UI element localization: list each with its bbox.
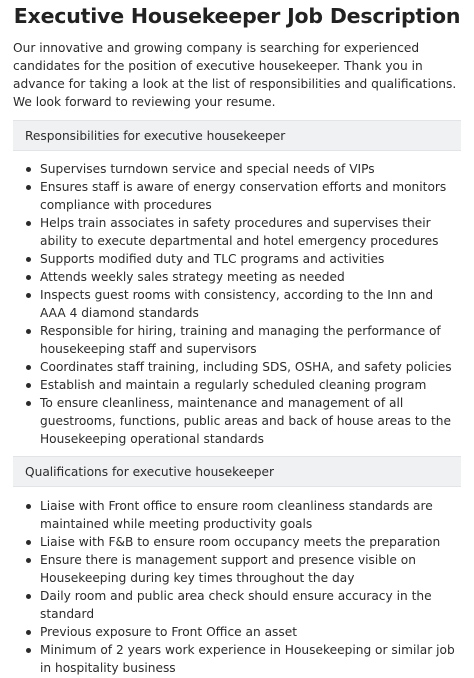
bullet-icon <box>26 594 31 599</box>
list-item <box>13 286 461 322</box>
list-item <box>13 587 461 623</box>
list-item <box>13 214 461 250</box>
list-item <box>13 322 461 358</box>
bullet-icon <box>26 329 31 334</box>
list-item-text: Liaise with Front office to ensure room cleanliness standards are maintained while meeting productivity goals <box>40 499 433 531</box>
list-item-text: Establish and maintain a regularly scheduled cleaning program <box>40 378 427 392</box>
list-item-text: Ensure there is management support and presence visible on Housekeeping during key times throughout the day <box>40 553 416 585</box>
bullet-icon <box>26 167 31 172</box>
bullet-icon <box>26 383 31 388</box>
responsibilities-list <box>13 160 461 448</box>
list-item <box>13 160 461 178</box>
list-item-text: Liaise with F&B to ensure room occupancy meets the preparation <box>40 535 441 549</box>
bullet-icon <box>26 185 31 190</box>
list-item <box>13 376 461 394</box>
list-item <box>13 641 461 677</box>
page-title: Executive Housekeeper Job Description <box>13 4 461 28</box>
list-item <box>13 250 461 268</box>
list-item <box>13 497 461 533</box>
bullet-icon <box>26 540 31 545</box>
list-item-text: Supports modified duty and TLC programs and activities <box>40 252 385 266</box>
list-item <box>13 533 461 551</box>
list-item-text: Supervises turndown service and special needs of VIPs <box>40 162 375 176</box>
qualifications-list <box>13 497 461 677</box>
list-item-text: Ensures staff is aware of energy conservation efforts and monitors compliance with procedures <box>40 180 447 212</box>
bullet-icon <box>26 401 31 406</box>
bullet-icon <box>26 630 31 635</box>
intro-paragraph: Our innovative and growing company is searching for experienced candidates for the position of executive housekeeper. Thank you in advance for taking a look at the list of responsibilities and qualifications. We look forward to reviewing your resume. <box>13 41 457 109</box>
list-item-text: To ensure cleanliness, maintenance and management of all guestrooms, functions, public areas and back of house areas to the Housekeeping operational standards <box>40 396 451 446</box>
bullet-icon <box>26 257 31 262</box>
qualifications-heading: Qualifications for executive housekeeper <box>25 465 275 479</box>
list-item-text: Coordinates staff training, including SDS, OSHA, and safety policies <box>40 360 452 374</box>
bullet-icon <box>26 293 31 298</box>
list-item <box>13 268 461 286</box>
responsibilities-heading: Responsibilities for executive housekeeper <box>25 129 286 143</box>
bullet-icon <box>26 648 31 653</box>
list-item <box>13 623 461 641</box>
list-item <box>13 551 461 587</box>
list-item-text: Minimum of 2 years work experience in Housekeeping or similar job in hospitality business <box>40 643 455 675</box>
list-item-text: Helps train associates in safety procedures and supervises their ability to execute departmental and hotel emergency procedures <box>40 216 439 248</box>
list-item-text: Previous exposure to Front Office an asset <box>40 625 298 639</box>
list-item-text: Inspects guest rooms with consistency, according to the Inn and AAA 4 diamond standards <box>40 288 434 320</box>
list-item-text: Attends weekly sales strategy meeting as needed <box>40 270 345 284</box>
list-item <box>13 358 461 376</box>
bullet-icon <box>26 365 31 370</box>
bullet-icon <box>26 275 31 280</box>
list-item <box>13 178 461 214</box>
responsibilities-header <box>13 120 461 151</box>
qualifications-header <box>13 456 461 487</box>
bullet-icon <box>26 504 31 509</box>
list-item-text: Daily room and public area check should ensure accuracy in the standard <box>40 589 432 621</box>
bullet-icon <box>26 221 31 226</box>
list-item <box>13 394 461 448</box>
bullet-icon <box>26 558 31 563</box>
list-item-text: Responsible for hiring, training and managing the performance of housekeeping staff and supervisors <box>40 324 441 356</box>
